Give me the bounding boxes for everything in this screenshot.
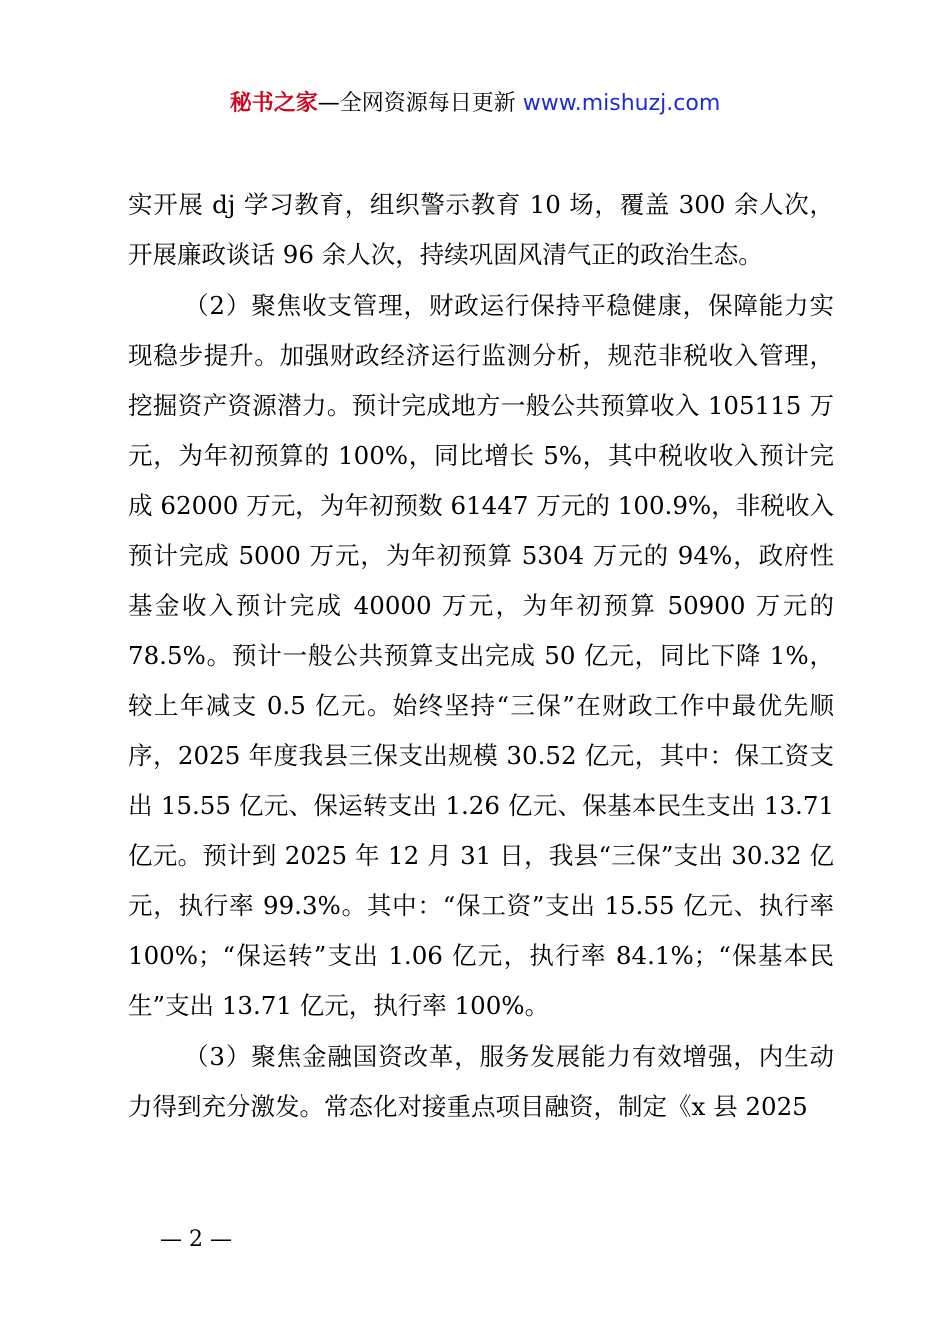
header-slogan: —全网资源每日更新 [317,91,516,116]
paragraph-continuation: 实开展 dj 学习教育，组织警示教育 10 场，覆盖 300 余人次，开展廉政谈话 96 余人次，持续巩固风清气正的政治生态。 [128,190,834,269]
paragraph-fiscal-management: （2）聚焦收支管理，财政运行保持平稳健康，保障能力实现稳步提升。加强财政经济运行监测分析，规范非税收入管理，挖掘资产资源潜力。预计完成地方一般公共预算收入 105115 万元，为年初预算的 100%，同比增长 5%，其中税收收入预计完成 62000 万元，为年初预数 61447 万元的 100.9%，非税收入预计完成 5000 万元，为年初预算 5304 万元的 94%，政府性基金收入预计完成 40000 万元，为年初预算 50900 万元的 78.5%。预计一般公共预算支出完成 50 亿元，同比下降 1%，较上年减支 0.5 亿元。始终坚持“三保”在财政工作中最优先顺序，2025 年度我县三保支出规模 30.52 亿元，其中：保工资支出 15.55 亿元、保运转支出 1.26 亿元、保基本民生支出 13.71 亿元。预计到 2025 年 12 月 31 日，我县“三保”支出 30.32 亿元，执行率 99.3%。其中：“保工资”支出 15.55 亿元、执行率 100%；“保运转”支出 1.06 亿元，执行率 84.1%；“保基本民生”支出 13.71 亿元，执行率 100%。 [128,291,834,1020]
page-header [0,86,950,122]
page-number: — 2 — [160,1227,232,1252]
paragraph-finance-reform: （3）聚焦金融国资改革，服务发展能力有效增强，内生动力得到充分激发。常态化对接重点项目融资，制定《x 县 2025 [128,1042,834,1121]
document-body [128,180,834,1133]
website-link[interactable]: www.mishuzj.com [522,91,721,116]
brand-name: 秘书之家 [229,91,318,116]
